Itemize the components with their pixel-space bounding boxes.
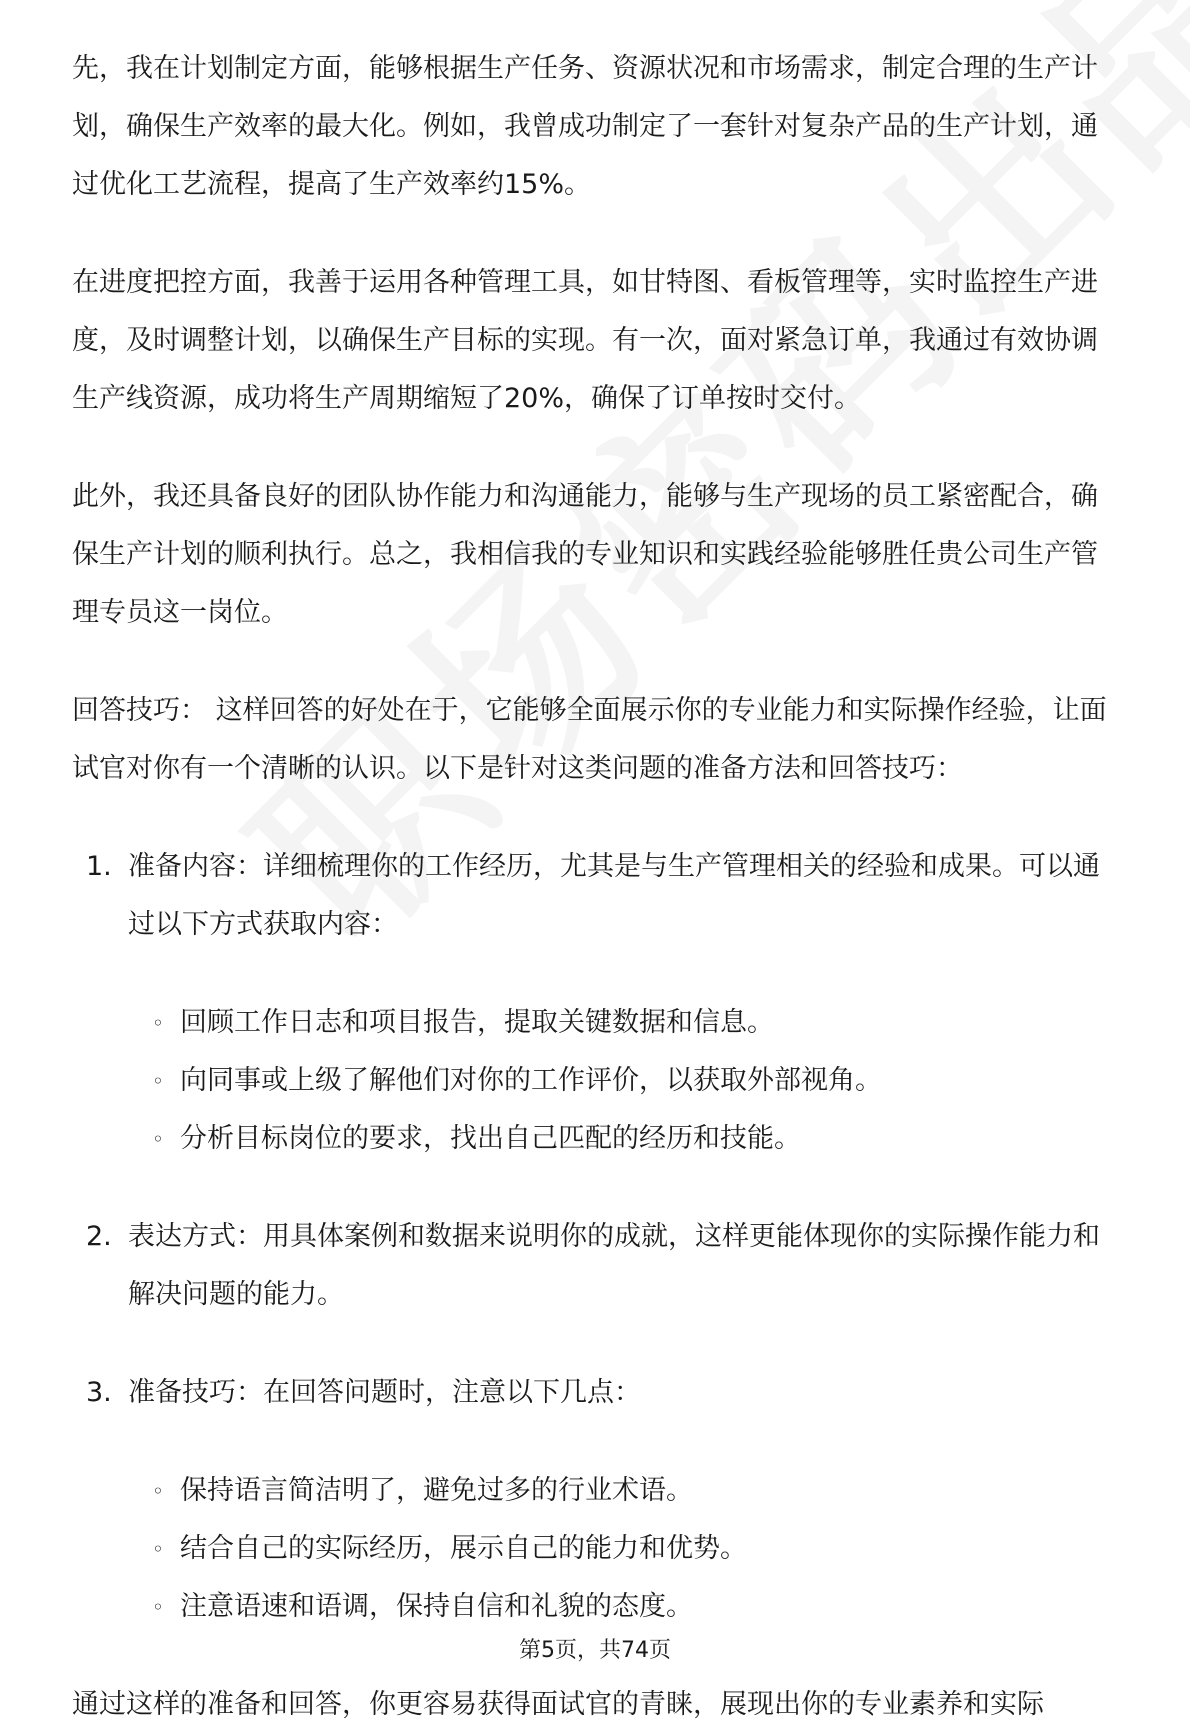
bullet-icon: ◦ xyxy=(152,1537,164,1561)
bullet-icon: ◦ xyxy=(152,1011,164,1035)
step-item-3 xyxy=(72,1364,1122,1636)
step-text: 准备内容：详细梳理你的工作经历，尤其是与生产管理相关的经验和成果。可以通过以下方式获取内容： xyxy=(128,851,1100,940)
sub-list xyxy=(128,1462,1122,1636)
step-text: 准备技巧：在回答问题时，注意以下几点： xyxy=(128,1377,641,1408)
paragraph-progress: 在进度把控方面，我善于运用各种管理工具，如甘特图、看板管理等，实时监控生产进度，及时调整计划，以确保生产目标的实现。有一次，面对紧急订单，我通过有效协调生产线资源，成功将生产周期缩短了20%，确保了订单按时交付。 xyxy=(72,267,1098,414)
bullet-icon: ◦ xyxy=(152,1479,164,1503)
step-number: 2. xyxy=(86,1221,112,1252)
page-number: 第5页，共74页 xyxy=(519,1638,671,1663)
sub-item: ◦ 注意语速和语调，保持自信和礼貌的态度。 xyxy=(128,1578,1122,1636)
paragraph-plan: 先，我在计划制定方面，能够根据生产任务、资源状况和市场需求，制定合理的生产计划，确保生产效率的最大化。例如，我曾成功制定了一套针对复杂产品的生产计划，通过优化工艺流程，提高了生产效率约15%。 xyxy=(72,53,1098,200)
sub-item: ◦ 回顾工作日志和项目报告，提取关键数据和信息。 xyxy=(128,994,1122,1052)
sub-list xyxy=(128,994,1122,1168)
sub-item: ◦ 向同事或上级了解他们对你的工作评价，以获取外部视角。 xyxy=(128,1052,1122,1110)
step-number: 3. xyxy=(86,1377,112,1408)
sub-item: ◦ 分析目标岗位的要求，找出自己匹配的经历和技能。 xyxy=(128,1110,1122,1168)
step-number: 1. xyxy=(86,851,112,882)
bullet-icon: ◦ xyxy=(152,1069,164,1093)
bullet-icon: ◦ xyxy=(152,1595,164,1619)
bullet-icon: ◦ xyxy=(152,1127,164,1151)
paragraph-answer-tips: 回答技巧： 这样回答的好处在于，它能够全面展示你的专业能力和实际操作经验，让面试官对你有一个清晰的认识。以下是针对这类问题的准备方法和回答技巧： xyxy=(72,695,1107,784)
document-body xyxy=(72,40,1122,1734)
sub-item: ◦ 结合自己的实际经历，展示自己的能力和优势。 xyxy=(128,1520,1122,1578)
paragraph-teamwork: 此外，我还具备良好的团队协作能力和沟通能力，能够与生产现场的员工紧密配合，确保生产计划的顺利执行。总之，我相信我的专业知识和实践经验能够胜任贵公司生产管理专员这一岗位。 xyxy=(72,481,1098,628)
steps-list xyxy=(72,838,1122,1636)
closing-paragraph: 通过这样的准备和回答，你更容易获得面试官的青睐，展现出你的专业素养和实际 xyxy=(72,1689,1044,1720)
step-item-1 xyxy=(72,838,1122,1168)
sub-item: ◦ 保持语言简洁明了，避免过多的行业术语。 xyxy=(128,1462,1122,1520)
step-text: 表达方式：用具体案例和数据来说明你的成就，这样更能体现你的实际操作能力和解决问题的能力。 xyxy=(128,1221,1100,1310)
step-item-2 xyxy=(72,1208,1122,1324)
